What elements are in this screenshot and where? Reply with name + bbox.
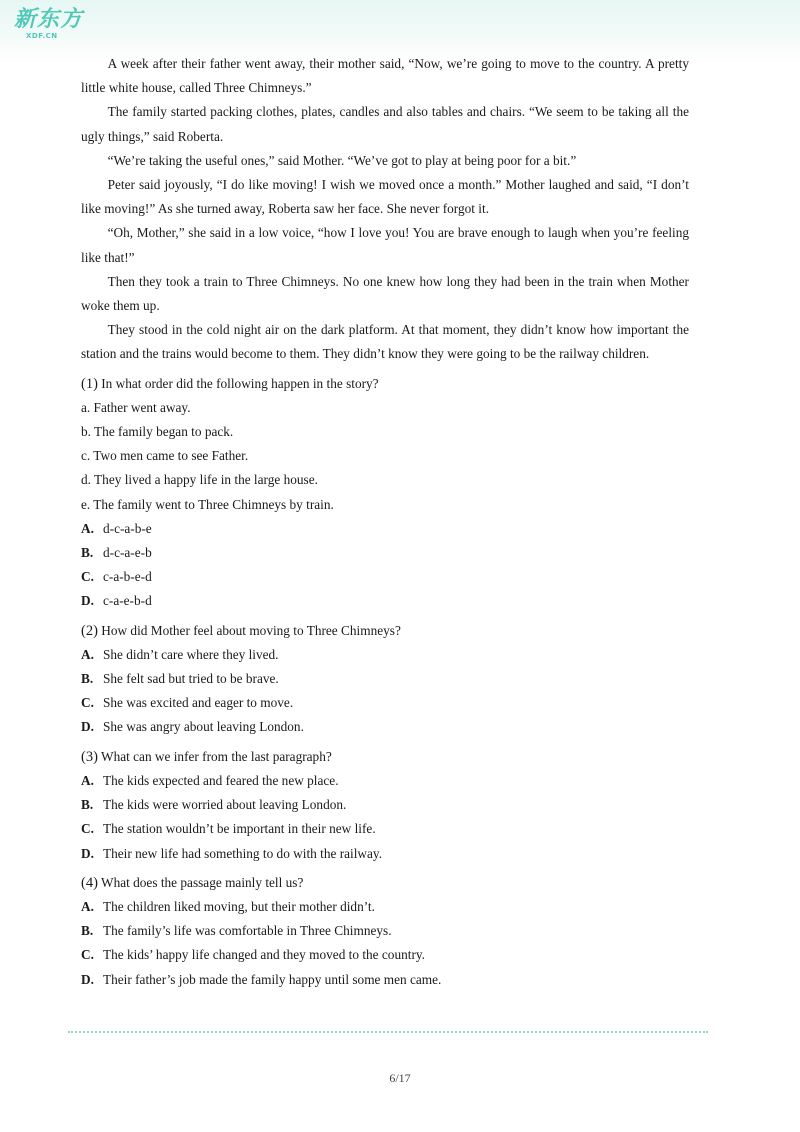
question-stem	[81, 871, 689, 895]
brand-logo	[14, 8, 84, 48]
event-item: b. The family began to pack.	[81, 424, 234, 440]
option-text: The kids’ happy life changed and they moved to the country.	[103, 947, 425, 963]
option-letter: B.	[81, 923, 94, 939]
option-text: c-a-b-e-d	[103, 569, 152, 585]
event-item: c. Two men came to see Father.	[81, 448, 249, 464]
question-text: What does the passage mainly tell us?	[101, 874, 304, 890]
option-text: d-c-a-e-b	[103, 545, 152, 561]
answer-option	[81, 817, 689, 841]
option-text: She felt sad but tried to be brave.	[103, 671, 279, 687]
option-text: The kids were worried about leaving London.	[103, 797, 347, 813]
answer-option	[81, 691, 689, 715]
passage-paragraph: “Oh, Mother,” she said in a low voice, “how I love you! You are brave enough to laugh when you’re feeling like that!”	[81, 225, 689, 265]
answer-option	[81, 715, 689, 739]
answer-option	[81, 643, 689, 667]
question-text: What can we infer from the last paragraph?	[101, 748, 332, 764]
question-1	[81, 372, 689, 614]
option-text: Their father’s job made the family happy until some men came.	[103, 971, 442, 987]
page-number: 6/17	[389, 1071, 411, 1085]
question-text: In what order did the following happen in the story?	[101, 375, 379, 391]
passage-paragraph: “We’re taking the useful ones,” said Mother. “We’ve got to play at being poor for a bit.”	[107, 152, 577, 168]
event-item: a. Father went away.	[81, 399, 191, 415]
option-text: The family’s life was comfortable in Three Chimneys.	[103, 923, 392, 939]
event-item: d. They lived a happy life in the large house.	[81, 472, 318, 488]
question-3	[81, 745, 689, 866]
question-stem	[81, 372, 689, 396]
option-letter: A.	[81, 520, 94, 536]
logo-main-text: 新东方	[14, 7, 84, 32]
option-letter: A.	[81, 646, 94, 662]
option-letter: D.	[81, 593, 94, 609]
option-letter: B.	[81, 797, 94, 813]
answer-option	[81, 517, 689, 541]
question-2	[81, 619, 689, 740]
option-text: She was angry about leaving London.	[103, 719, 304, 735]
answer-option	[81, 793, 689, 817]
answer-option	[81, 667, 689, 691]
passage-paragraph: The family started packing clothes, plates, candles and also tables and chairs. “We seem to be taking all the ugly things,” said Roberta.	[81, 104, 689, 144]
event-item: e. The family went to Three Chimneys by train.	[81, 496, 334, 512]
option-text: The station wouldn’t be important in their new life.	[103, 821, 376, 837]
option-text: Their new life had something to do with the railway.	[103, 845, 383, 861]
answer-option	[81, 589, 689, 613]
option-letter: B.	[81, 671, 94, 687]
answer-option	[81, 565, 689, 589]
option-letter: D.	[81, 719, 94, 735]
option-letter: C.	[81, 821, 94, 837]
option-text: She didn’t care where they lived.	[103, 646, 279, 662]
option-letter: D.	[81, 971, 94, 987]
question-number: (2)	[81, 622, 98, 639]
answer-option	[81, 895, 689, 919]
option-text: She was excited and eager to move.	[103, 695, 294, 711]
option-letter: C.	[81, 947, 94, 963]
option-letter: C.	[81, 695, 94, 711]
answer-option	[81, 842, 689, 866]
question-number: (3)	[81, 748, 98, 765]
footer-divider	[68, 1031, 708, 1033]
question-stem	[81, 619, 689, 643]
passage-paragraph: Peter said joyously, “I do like moving! I wish we moved once a month.” Mother laughed and said, “I don’t like moving!” As she turned away, Roberta saw her face. She never forgot it.	[81, 177, 689, 217]
option-text: c-a-e-b-d	[103, 593, 152, 609]
passage-paragraph: Then they took a train to Three Chimneys. No one knew how long they had been in the train when Mother woke them up.	[81, 273, 689, 314]
answer-option	[81, 968, 689, 992]
document-content	[81, 52, 689, 992]
passage-paragraph: They stood in the cold night air on the dark platform. At that moment, they didn’t know how important the station and the trains would become to them. They didn’t know they were going to be the railway children.	[81, 322, 689, 362]
question-number: (4)	[81, 874, 98, 891]
answer-option	[81, 943, 689, 967]
answer-option	[81, 541, 689, 565]
question-stem	[81, 745, 689, 769]
passage-paragraph: A week after their father went away, their mother said, “Now, we’re going to move to the country. A pretty little white house, called Three Chimneys.”	[81, 56, 689, 96]
option-text: The children liked moving, but their mother didn’t.	[103, 898, 375, 914]
answer-option	[81, 769, 689, 793]
question-text: How did Mother feel about moving to Three Chimneys?	[101, 622, 401, 638]
option-letter: D.	[81, 845, 94, 861]
option-letter: C.	[81, 569, 94, 585]
option-letter: A.	[81, 898, 94, 914]
option-letter: B.	[81, 545, 94, 561]
option-text: The kids expected and feared the new place.	[103, 772, 339, 788]
option-text: d-c-a-b-e	[103, 520, 152, 536]
question-4	[81, 871, 689, 992]
logo-sub-text: XDF.CN	[26, 32, 58, 40]
option-letter: A.	[81, 772, 94, 788]
question-number: (1)	[81, 375, 98, 392]
reading-passage	[81, 52, 689, 367]
answer-option	[81, 919, 689, 943]
